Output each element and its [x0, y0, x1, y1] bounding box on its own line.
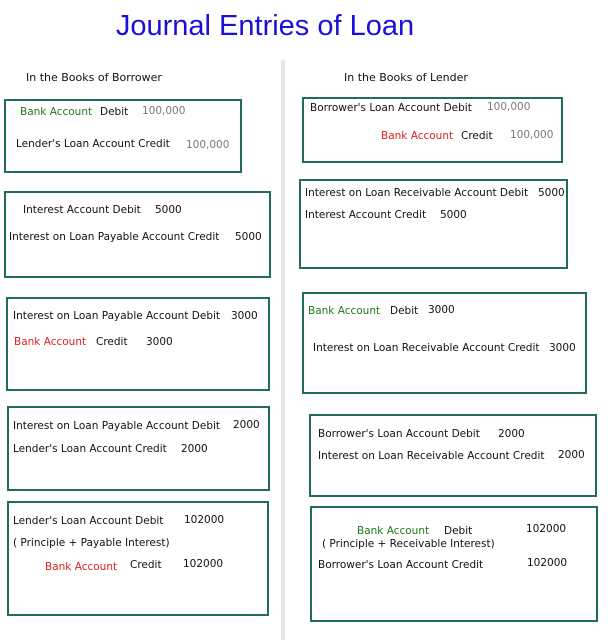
- debit-amount: 5000: [155, 204, 182, 216]
- debit-amount: 5000: [538, 187, 565, 199]
- bank-account-label: Bank Account: [381, 130, 454, 142]
- borrower-entry-2: [4, 191, 271, 278]
- debit-amount: 3000: [231, 310, 258, 322]
- bank-account-label: Bank Account: [357, 525, 430, 537]
- debit-amount: 100,000: [142, 105, 186, 117]
- note-line: ( Principle + Payable Interest): [13, 537, 170, 549]
- credit-label: Credit: [461, 130, 493, 142]
- credit-line: Interest Account Credit: [305, 209, 427, 221]
- lender-entry-3: [302, 292, 587, 394]
- borrower-entry-1: [4, 99, 242, 173]
- credit-amount: 3000: [549, 342, 576, 354]
- borrower-entry-3: [6, 297, 270, 391]
- credit-amount: 5000: [235, 231, 262, 243]
- credit-amount: 5000: [440, 209, 467, 221]
- credit-amount: 2000: [558, 449, 585, 461]
- credit-line: Interest on Loan Receivable Account Credit: [313, 342, 540, 354]
- credit-amount: 102000: [527, 557, 568, 569]
- credit-amount: 100,000: [186, 139, 230, 151]
- debit-line: Interest on Loan Payable Account Debit: [13, 310, 221, 322]
- credit-line: Interest on Loan Receivable Account Credit: [318, 450, 545, 462]
- credit-amount: 100,000: [510, 129, 554, 141]
- debit-amount: 102000: [526, 523, 567, 535]
- debit-amount: 100,000: [487, 101, 531, 113]
- debit-line: Interest on Loan Payable Account Debit: [13, 420, 221, 432]
- debit-label: Debit: [100, 106, 129, 118]
- credit-line: Interest on Loan Payable Account Credit: [9, 231, 220, 243]
- page-title: Journal Entries of Loan: [115, 10, 415, 42]
- bank-account-label: Bank Account: [20, 106, 93, 118]
- borrower-column-heading: In the Books of Borrower: [26, 71, 162, 84]
- borrower-entry-4: [7, 406, 270, 491]
- debit-line: Borrower's Loan Account Debit: [310, 102, 472, 114]
- credit-line: Lender's Loan Account Credit: [16, 138, 170, 150]
- lender-entry-5: [310, 506, 598, 622]
- debit-label: Debit: [444, 525, 473, 537]
- lender-entry-2: [299, 179, 568, 269]
- credit-amount: 102000: [183, 558, 224, 570]
- debit-label: Debit: [390, 305, 419, 317]
- credit-label: Credit: [96, 336, 128, 348]
- lender-column-heading: In the Books of Lender: [344, 71, 468, 84]
- debit-line: Interest on Loan Receivable Account Debit: [305, 187, 529, 199]
- debit-amount: 2000: [498, 428, 525, 440]
- credit-amount: 2000: [181, 443, 208, 455]
- debit-amount: 2000: [233, 419, 260, 431]
- credit-amount: 3000: [146, 336, 173, 348]
- credit-line: Borrower's Loan Account Credit: [318, 559, 484, 571]
- bank-account-label: Bank Account: [45, 561, 118, 573]
- column-divider: [281, 60, 285, 640]
- borrower-entry-5: [7, 501, 269, 616]
- debit-line: Interest Account Debit: [23, 204, 141, 216]
- credit-label: Credit: [130, 559, 162, 571]
- lender-entry-4: [309, 414, 597, 497]
- debit-amount: 3000: [428, 304, 455, 316]
- bank-account-label: Bank Account: [14, 336, 87, 348]
- credit-line: Lender's Loan Account Credit: [13, 443, 167, 455]
- lender-entry-1: [302, 97, 563, 163]
- bank-account-label: Bank Account: [308, 305, 381, 317]
- debit-amount: 102000: [184, 514, 225, 526]
- debit-line: Lender's Loan Account Debit: [13, 515, 164, 527]
- debit-line: Borrower's Loan Account Debit: [318, 428, 480, 440]
- note-line: ( Principle + Receivable Interest): [322, 538, 495, 550]
